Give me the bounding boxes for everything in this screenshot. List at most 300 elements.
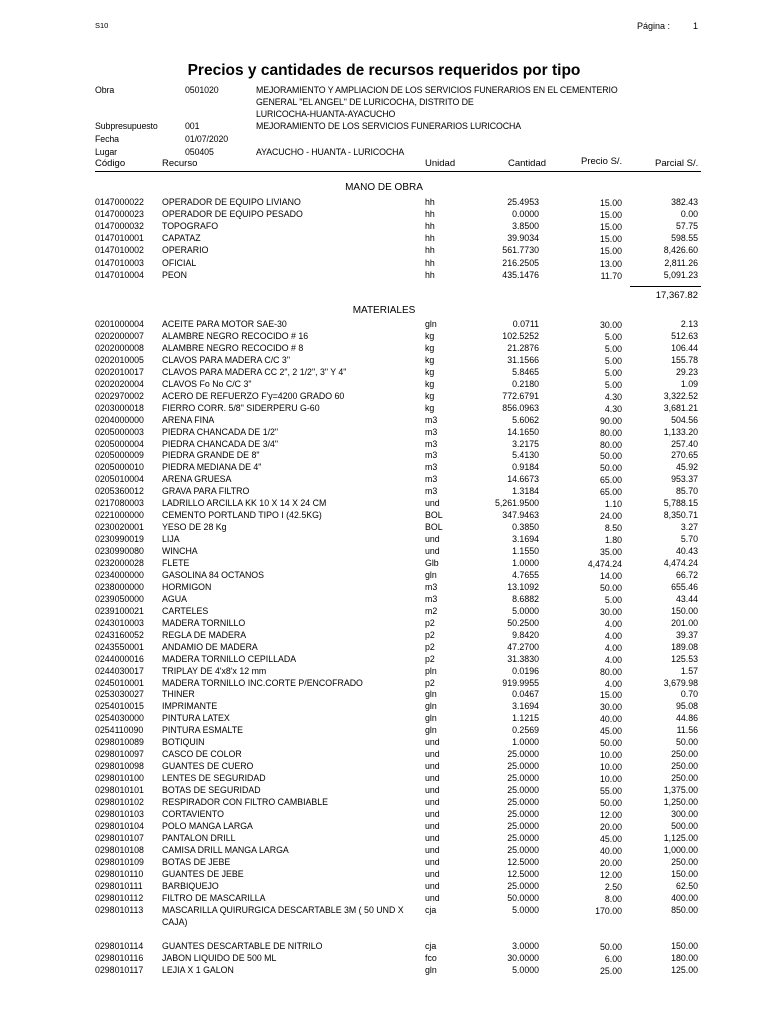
cell-qty: 25.0000 [507,832,539,843]
cell-partial: 50.00 [675,737,698,748]
cell-resource: MADERA TORNILLO CEPILLADA [162,653,297,664]
cell-unit: und [425,534,440,545]
cell-resource-continuation: CAJA) [162,916,188,927]
cell-code: 0202020004 [95,378,144,389]
cell-qty: 31.3830 [507,653,539,664]
col-code: Código [95,158,126,169]
cell-resource: CLAVOS PARA MADERA C/C 3" [162,354,290,365]
cell-unit: m3 [425,581,438,592]
cell-price: 13.00 [599,258,622,269]
cell-resource: FLETE [162,558,190,568]
cell-price: 50.00 [599,463,622,474]
cell-qty: 0.3850 [512,522,539,533]
cell-price: 4.00 [604,618,622,629]
cell-unit: kg [425,402,435,413]
section-title-materiales: MATERIALES [352,305,416,316]
cell-qty: 772.6791 [502,390,539,401]
cell-unit: p2 [425,617,435,628]
cell-price: 5.00 [604,355,622,366]
cell-code: 0298010108 [95,844,144,855]
table-row [0,522,768,533]
cell-code: 0254030000 [95,713,144,724]
page-label: Página : [637,21,671,31]
cell-price: 1.10 [604,499,622,510]
cell-price: 4.30 [604,391,622,402]
cell-price: 5.00 [604,331,622,342]
cell-price: 5.00 [604,367,622,378]
cell-code: 0298010107 [95,832,144,843]
cell-resource: LADRILLO ARCILLA KK 10 X 14 X 24 CM [162,498,327,509]
col-resource: Recurso [162,158,198,169]
cell-unit: gln [425,965,437,976]
cell-unit: m3 [425,474,438,485]
cell-unit: hh [425,269,435,280]
cell-partial: 1,250.00 [663,797,698,807]
cell-resource: GUANTES DE JEBE [162,868,244,879]
cell-resource: RESPIRADOR CON FILTRO CAMBIABLE [162,797,329,807]
cell-qty: 3.0000 [512,941,539,952]
fecha-value: 01/07/2020 [185,134,229,144]
table-row [0,221,768,232]
table-row [0,546,768,557]
table-row [0,725,768,736]
cell-partial: 504.56 [671,414,698,425]
cell-code: 0205000010 [95,462,144,473]
cell-price: 30.00 [599,606,622,617]
cell-qty: 919.9955 [502,677,539,688]
cell-code: 0221000000 [95,510,144,521]
cell-price: 40.00 [599,714,622,725]
cell-qty: 0.0711 [512,319,539,329]
cell-unit: und [425,737,440,748]
cell-resource: CEMENTO PORTLAND TIPO I (42.5KG) [162,510,322,521]
cell-partial: 400.00 [671,892,698,903]
cell-resource: OPERARIO [162,245,209,256]
cell-unit: und [425,785,440,796]
cell-partial: 257.40 [671,438,698,449]
table-row [0,821,768,832]
cell-unit: cja [425,904,437,915]
table-row [0,462,768,473]
cell-qty: 3.1694 [512,701,539,712]
col-price: Precio S/. [581,156,623,167]
cell-unit: und [425,546,440,557]
cell-unit: p2 [425,629,435,640]
cell-unit: und [425,868,440,879]
cell-partial: 1.57 [680,665,698,676]
cell-qty: 0.2180 [512,378,539,389]
cell-resource: PIEDRA CHANCADA DE 3/4" [162,438,279,449]
table-row [0,642,768,653]
cell-unit: und [425,856,440,867]
cell-resource: MASCARILLA QUIRURGICA DESCARTABLE 3M ( 50 UND X [162,904,404,915]
cell-resource: PINTURA ESMALTE [162,725,243,736]
cell-price: 30.00 [599,702,622,713]
cell-unit: und [425,808,440,819]
cell-resource: ACERO DE REFUERZO F'y=4200 GRADO 60 [162,390,345,401]
table-row [0,498,768,509]
mano-de-obra-total: 17,367.82 [655,290,698,301]
table-row [0,534,768,545]
cell-price: 80.00 [599,427,622,438]
cell-partial: 0.00 [680,209,698,220]
subpresupuesto-desc: MEJORAMIENTO DE LOS SERVICIOS FUNERARIOS LURICOCHA [256,121,521,131]
cell-resource: MADERA TORNILLO INC.CORTE P/ENCOFRADO [162,677,363,688]
cell-partial: 250.00 [671,773,698,784]
cell-price: 65.00 [599,487,622,498]
cell-resource: BOTIQUIN [162,737,205,748]
cell-unit: p2 [425,641,435,652]
cell-qty: 8.6882 [512,593,539,604]
cell-unit: kg [425,366,435,377]
cell-resource: CORTAVIENTO [162,808,224,819]
cell-partial: 250.00 [671,856,698,867]
table-row [0,197,768,208]
cell-resource: FILTRO DE MASCARILLA [162,892,266,903]
cell-qty: 216.2505 [502,257,539,268]
cell-price: 2.50 [604,881,622,892]
cell-qty: 12.5000 [507,868,539,879]
cell-resource: OPERADOR DE EQUIPO PESADO [162,209,303,220]
cell-code: 0239050000 [95,593,144,604]
cell-resource: CLAVOS PARA MADERA CC 2", 2 1/2", 3" Y 4" [162,366,347,377]
cell-qty: 3.2175 [512,438,539,449]
cell-partial: 8,426.60 [663,245,698,256]
cell-partial: 95.08 [675,701,698,712]
table-row [0,403,768,414]
cell-qty: 1.1550 [512,546,539,557]
cell-unit: m3 [425,593,438,604]
cell-qty: 25.4953 [507,197,539,207]
cell-code: 0147000022 [95,197,144,207]
cell-price: 50.00 [599,582,622,593]
cell-code: 0298010116 [95,953,144,964]
cell-partial: 180.00 [671,953,698,964]
cell-resource: ACEITE PARA MOTOR SAE-30 [162,319,287,329]
cell-code: 0230020001 [95,522,144,533]
table-row [0,713,768,724]
cell-partial: 5,091.23 [663,269,698,280]
cell-price: 15.00 [599,234,622,245]
cell-code: 0298010112 [95,892,144,903]
table-row [0,654,768,665]
cell-code: 0202010017 [95,366,144,377]
cell-code: 0202000008 [95,342,144,353]
cell-code: 0245010001 [95,677,144,688]
cell-code: 0244000016 [95,653,144,664]
cell-unit: kg [425,378,435,389]
cell-partial: 655.46 [671,581,698,592]
table-row [0,941,768,952]
cell-qty: 5.8465 [512,366,539,377]
table-row [0,905,768,916]
cell-unit: pln [425,665,437,676]
cell-price: 50.00 [599,798,622,808]
cell-code: 0202010005 [95,354,144,365]
cell-partial: 125.00 [671,965,698,976]
cell-resource: WINCHA [162,546,198,557]
cell-price: 50.00 [599,942,622,953]
table-row [0,773,768,784]
cell-qty: 25.0000 [507,749,539,760]
table-row [0,666,768,677]
cell-partial: 125.53 [671,653,698,664]
table-row [0,582,768,593]
cell-qty: 5.4130 [512,450,539,461]
cell-price: 50.00 [599,451,622,462]
cell-unit: gln [425,701,437,712]
cell-partial: 598.55 [671,233,698,244]
cell-partial: 850.00 [671,904,698,915]
table-row-wrap [0,917,768,928]
table-row [0,486,768,497]
cell-partial: 2,811.26 [664,257,698,268]
cell-code: 0244030017 [95,665,144,676]
cell-qty: 25.0000 [507,797,539,807]
cell-price: 6.00 [604,954,622,965]
cell-partial: 250.00 [671,749,698,760]
cell-unit: und [425,832,440,843]
cell-price: 35.00 [599,547,622,558]
cell-qty: 1.1215 [512,713,539,724]
table-row [0,893,768,904]
cell-qty: 25.0000 [507,844,539,855]
cell-unit: p2 [425,677,435,688]
cell-code: 0202000007 [95,330,144,341]
cell-qty: 50.2500 [507,617,539,628]
cell-price: 12.00 [599,809,622,820]
cell-unit: m3 [425,462,438,473]
cell-resource: PIEDRA CHANCADA DE 1/2" [162,426,279,437]
cell-partial: 1,000.00 [663,844,698,855]
cell-qty: 50.0000 [507,892,539,903]
obra-label: Obra [95,85,115,95]
cell-partial: 201.00 [671,617,698,628]
cell-resource: LEJIA X 1 GALON [162,965,234,976]
cell-price: 15.00 [599,246,622,257]
cell-partial: 150.00 [671,941,698,952]
table-row [0,678,768,689]
lugar-label: Lugar [95,147,117,157]
cell-resource: GUANTES DESCARTABLE DE NITRILO [162,941,323,952]
table-row [0,606,768,617]
cell-price: 10.00 [599,774,622,785]
cell-partial: 1,125.00 [663,832,698,843]
cell-resource: JABON LIQUIDO DE 500 ML [162,953,277,964]
cell-price: 4.00 [604,678,622,689]
cell-qty: 0.0000 [512,209,539,220]
cell-code: 0298010097 [95,749,144,760]
cell-price: 90.00 [599,415,622,426]
cell-partial: 270.65 [671,450,698,461]
table-row [0,833,768,844]
cell-unit: hh [425,221,435,232]
cell-qty: 25.0000 [507,808,539,819]
cell-unit: und [425,880,440,891]
cell-unit: und [425,761,440,772]
cell-qty: 5.0000 [512,904,539,915]
cell-partial: 3,681.21 [663,402,698,413]
cell-code: 0202970002 [95,390,144,401]
cell-code: 0232000028 [95,558,144,568]
cell-code: 0253030027 [95,689,144,700]
cell-partial: 1,133.20 [663,426,698,437]
lugar-desc: AYACUCHO - HUANTA - LURICOCHA [256,147,405,157]
cell-code: 0147000023 [95,209,144,220]
cell-price: 8.50 [604,523,622,534]
cell-price: 65.00 [599,475,622,486]
table-row [0,737,768,748]
cell-partial: 500.00 [671,820,698,831]
cell-partial: 5.70 [680,534,698,545]
cell-partial: 1,375.00 [663,785,698,796]
cell-price: 45.00 [599,726,622,737]
cell-qty: 347.9463 [502,510,539,521]
table-row [0,845,768,856]
table-row [0,209,768,220]
cell-unit: hh [425,233,435,244]
cell-unit: gln [425,319,437,329]
table-row [0,415,768,426]
table-row [0,258,768,269]
cell-code: 0243010003 [95,617,144,628]
cell-resource: TOPOGRAFO [162,221,219,232]
cell-resource: MADERA TORNILLO [162,617,246,628]
cell-qty: 25.0000 [507,761,539,772]
table-row [0,594,768,605]
cell-price: 50.00 [599,738,622,749]
cell-qty: 47.2700 [507,641,539,652]
page-title: Precios y cantidades de recursos requeridos por tipo [187,62,581,79]
cell-partial: 44.86 [675,713,698,724]
cell-resource: GASOLINA 84 OCTANOS [162,569,265,580]
cell-code: 0298010089 [95,737,144,748]
cell-unit: kg [425,342,435,353]
cell-unit: m3 [425,450,438,461]
cell-code: 0298010113 [95,904,144,915]
table-row [0,570,768,581]
cell-resource: BOTAS DE SEGURIDAD [162,785,261,796]
cell-qty: 30.0000 [507,953,539,964]
cell-resource: GUANTES DE CUERO [162,761,254,772]
cell-partial: 62.50 [675,880,698,891]
cell-partial: 57.75 [675,221,698,232]
cell-unit: m2 [425,605,438,616]
cell-partial: 155.78 [671,354,698,365]
cell-price: 1.80 [604,535,622,546]
table-row [0,427,768,438]
table-row [0,319,768,330]
cell-price: 8.00 [604,893,622,904]
cell-unit: fco [425,953,437,964]
table-row [0,343,768,354]
table-row [0,869,768,880]
cell-code: 0243550001 [95,641,144,652]
cell-code: 0147010002 [95,245,144,256]
cell-unit: gln [425,689,437,700]
table-row [0,391,768,402]
cell-partial: 11.56 [676,725,698,736]
cell-resource: ARENA FINA [162,414,215,425]
cell-price: 20.00 [599,821,622,832]
table-row [0,701,768,712]
cell-resource: BARBIQUEJO [162,880,219,891]
cell-code: 0205010004 [95,474,144,485]
cell-qty: 0.2569 [512,725,539,736]
cell-resource: CARTELES [162,605,209,616]
cell-price: 4,474.24 [587,559,622,569]
table-row [0,797,768,808]
cell-price: 5.00 [604,594,622,605]
cell-price: 5.00 [604,379,622,390]
cell-code: 0298010102 [95,797,144,807]
section-title-mano-de-obra: MANO DE OBRA [345,182,423,193]
cell-qty: 14.6673 [507,474,539,485]
cell-unit: und [425,498,440,509]
cell-resource: CAMISA DRILL MANGA LARGA [162,844,289,855]
cell-partial: 189.08 [671,641,698,652]
cell-partial: 382.43 [671,197,698,207]
cell-unit: und [425,797,440,807]
cell-unit: kg [425,354,435,365]
cell-price: 15.00 [599,198,622,208]
cell-price: 10.00 [599,762,622,773]
cell-price: 24.00 [599,511,622,522]
cell-unit: und [425,844,440,855]
cell-resource: ALAMBRE NEGRO RECOCIDO # 8 [162,342,304,353]
cell-resource: HORMIGON [162,581,212,592]
cell-qty: 25.0000 [507,880,539,891]
col-partial: Parcial S/. [655,158,699,169]
cell-code: 0238000000 [95,581,144,592]
cell-unit: kg [425,330,435,341]
table-row [0,618,768,629]
cell-qty: 0.0467 [512,689,539,700]
table-row [0,953,768,964]
obra-desc-line3: LURICOCHA-HUANTA-AYACUCHO [256,109,396,119]
table-row [0,367,768,378]
cell-resource: GRAVA PARA FILTRO [162,486,250,497]
subpresupuesto-code: 001 [185,121,200,131]
cell-unit: m3 [425,426,438,437]
table-row [0,510,768,521]
cell-qty: 1.3184 [512,486,539,497]
cell-qty: 102.5252 [502,330,539,341]
cell-price: 4.00 [604,630,622,641]
cell-price: 4.00 [604,654,622,665]
cell-unit: kg [425,390,435,401]
table-row [0,331,768,342]
cell-code: 0217080003 [95,498,144,509]
table-row [0,689,768,700]
column-header-row [0,158,768,169]
cell-price: 11.70 [600,270,622,281]
cell-partial: 2.13 [680,319,698,329]
table-row [0,245,768,256]
cell-price: 15.00 [599,222,622,233]
cell-code: 0298010101 [95,785,144,796]
cell-partial: 45.92 [675,462,698,473]
cell-partial: 250.00 [671,761,698,772]
cell-price: 30.00 [599,320,622,330]
cell-code: 0298010117 [95,965,144,976]
subtotal-rule [630,286,701,287]
cell-unit: p2 [425,653,435,664]
cell-price: 4.00 [604,642,622,653]
cell-qty: 13.1092 [507,581,539,592]
cell-unit: hh [425,197,435,207]
table-row [0,450,768,461]
